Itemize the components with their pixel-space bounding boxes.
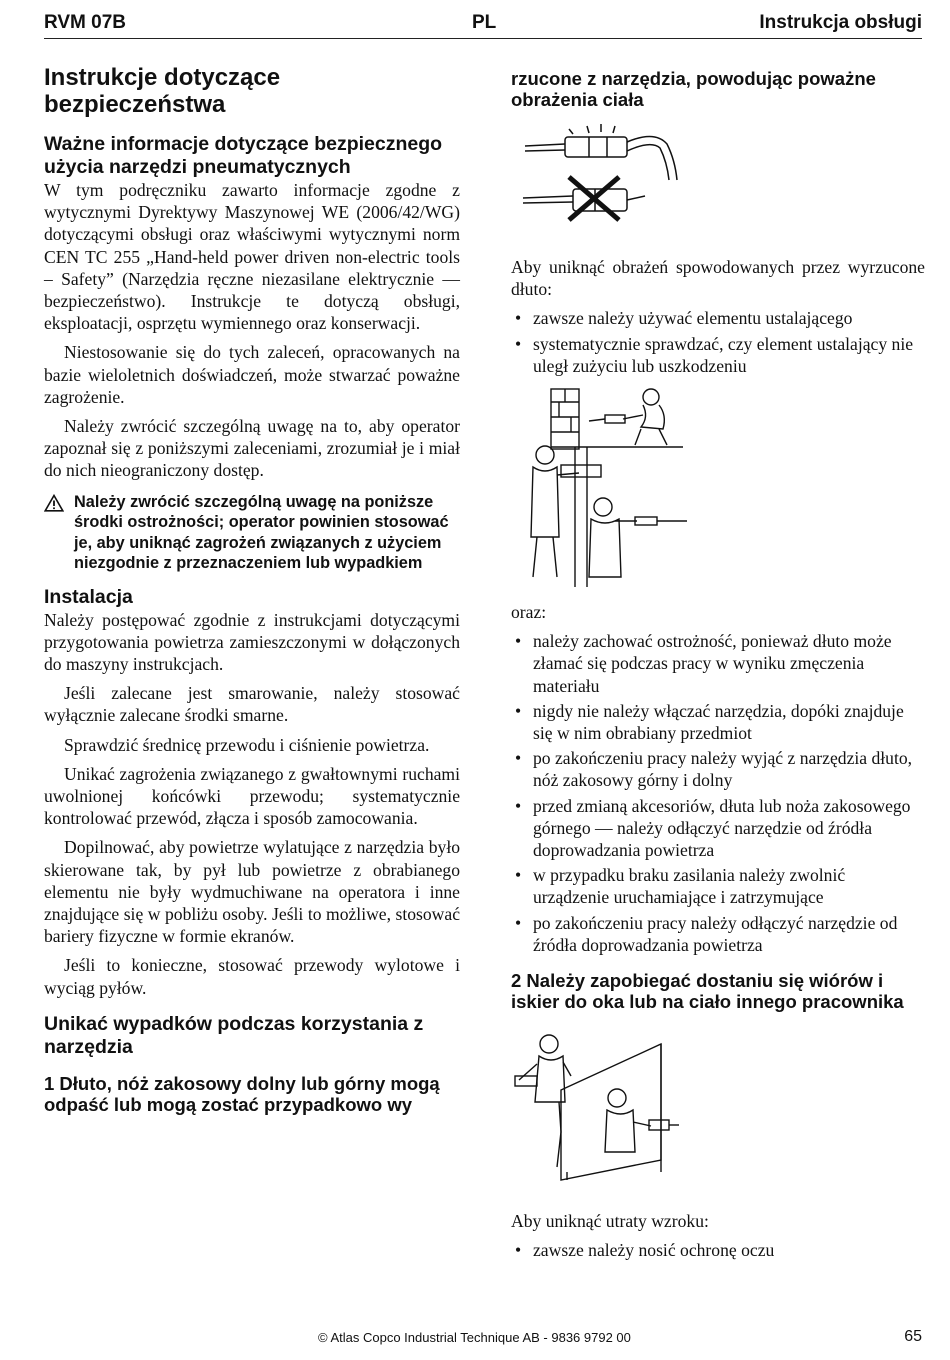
section-title-installation: Instalacja <box>44 585 133 608</box>
bullet-list <box>511 307 925 377</box>
list-item: • po zakończeniu pracy należy odłączyć narzędzie od źródła doprowadzania powietrza <box>511 912 925 956</box>
document-type: Instrukcja obsługi <box>759 12 922 33</box>
bullet-list <box>511 1239 925 1261</box>
protective-screen-illustration <box>511 1032 681 1182</box>
chisel-retainer-illustration <box>517 122 697 242</box>
section-title-avoid-accidents: Unikać wypadków podczas korzystania z narzędzia <box>44 1012 424 1058</box>
paragraph: Niestosowanie się do tych zaleceń, opracowanych na bazie wieloletnich doświadczeń, może stwarzać poważne zagrożenie. <box>44 342 460 407</box>
list-item: • przed zmianą akcesoriów, dłuta lub noża zakosowego górnego — należy odłączyć narzędzie od źródła doprowadzania powietrza <box>511 795 925 862</box>
paragraph: W tym podręczniku zawarto informacje zgodne z wytycznymi Dyrektywy Maszynowej WE (2006/42/WG) dotyczącymi obsługi oraz właściwymi wytycznymi norm CEN TC 255 „Hand-held power driven non-electric tools – Safety” (Narzędzia ręczne niezasilane elektrycznie — bezpieczeństwo). Instrukcje te dotyczą obsługi, eksploatacji, osprzętu wymiennego oraz konserwacji. <box>44 180 460 334</box>
paragraph: Aby uniknąć utraty wzroku: <box>511 1211 709 1232</box>
list-item: • zawsze należy używać elementu ustalającego <box>511 307 925 329</box>
list-item: • po zakończeniu pracy należy wyjąć z narzędzia dłuto, nóż zakosowy górny i dolny <box>511 747 925 791</box>
list-item: • zawsze należy nosić ochronę oczu <box>511 1239 925 1261</box>
section-title-safety-info: Ważne informacje dotyczące bezpiecznego użycia narzędzi pneumatycznych <box>44 133 443 178</box>
warning-triangle-icon <box>44 494 64 512</box>
page-number: 65 <box>904 1328 922 1345</box>
model-label: RVM 07B <box>44 12 127 33</box>
paragraph: Jeśli zalecane jest smarowanie, należy stosować wyłącznie zalecane środki smarne. <box>44 683 460 726</box>
paragraph: Należy postępować zgodnie z instrukcjami dotyczącymi przygotowania powietrza zamieszczonymi w dołączonych do maszyny instrukcjach. <box>44 609 460 675</box>
subsection-title-continued: rzucone z narzędzia, powodując poważne obrażenia ciała <box>511 68 876 110</box>
list-item: • systematycznie sprawdzać, czy element ustalający nie uległ zużyciu lub uszkodzeniu <box>511 333 925 377</box>
language-code: PL <box>472 12 497 33</box>
right-column <box>511 64 925 1264</box>
warning-text: Należy zwrócić szczególną uwagę na poniższe środki ostrożności; operator powinien stosować je, aby uniknąć zagrożeń związanych z użyciem niezgodnie z przeznaczeniem lub wypadkiem <box>74 492 449 573</box>
page-footer <box>0 1326 922 1350</box>
left-column <box>44 64 460 1115</box>
paragraph: Jeśli to konieczne, stosować przewody wylotowe i wyciąg pyłów. <box>44 955 460 998</box>
subsection-title-chips-sparks: 2 Należy zapobiegać dostaniu się wiórów i iskier do oka lub na ciało innego pracownika <box>511 970 904 1013</box>
copyright: © Atlas Copco Industrial Technique AB - 9836 9792 00 <box>318 1330 631 1345</box>
paragraph: Unikać zagrożenia związanego z gwałtownymi ruchami uwolnionej końcówki przewodu; systematycznie kontrolować przewód, złącza i sposób zamocowania. <box>44 763 460 829</box>
workers-hazard-illustration <box>511 387 691 587</box>
page-header <box>44 8 922 39</box>
warning-note <box>44 492 460 574</box>
bullet-list <box>511 630 925 956</box>
list-item: • należy zachować ostrożność, ponieważ dłuto może złamać się podczas pracy w wyniku zmęczenia materiału <box>511 630 925 697</box>
list-item: • nigdy nie należy włączać narzędzia, dopóki znajduje się w nim obrabiany przedmiot <box>511 700 925 744</box>
paragraph: Należy zwrócić szczególną uwagę na to, aby operator zapoznał się z poniższymi zaleceniami, zrozumiał je i miał do nich nieograniczony dostęp. <box>44 416 460 481</box>
page-title: Instrukcje dotyczące bezpieczeństwa <box>44 64 281 118</box>
paragraph: oraz: <box>511 602 547 623</box>
paragraph: Sprawdzić średnicę przewodu i ciśnienie powietrza. <box>64 734 430 755</box>
paragraph: Dopilnować, aby powietrze wylatujące z narzędzia było skierowane tak, by pył lub powietrze z obrabianego elementu nie były wydmuchiwane na operatora i inne znajdujące się w pobliżu osoby. Jeśli to możliwe, stosować bariery fizyczne w formie ekranów. <box>44 837 460 947</box>
subsection-title-chisel: 1 Dłuto, nóż zakosowy dolny lub górny mogą odpaść lub mogą zostać przypadkowo wy <box>44 1072 440 1115</box>
list-item: • w przypadku braku zasilania należy zwolnić urządzenie uruchamiające i zatrzymujące <box>511 864 925 908</box>
paragraph: Aby uniknąć obrażeń spowodowanych przez wyrzucone dłuto: <box>511 257 925 300</box>
